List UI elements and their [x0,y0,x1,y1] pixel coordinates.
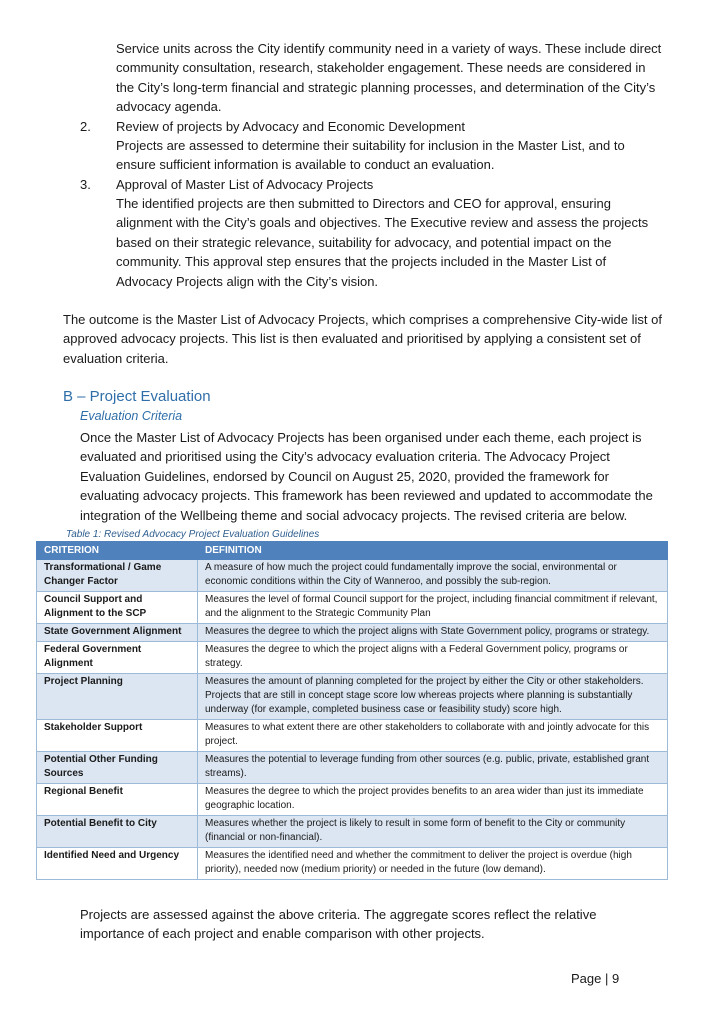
criterion-cell: Transformational / Game Changer Factor [37,560,198,592]
page-number: Page | 9 [571,971,620,986]
header-definition: DEFINITION [198,542,668,560]
table-row [37,592,668,624]
table-row [37,642,668,674]
header-criterion: CRITERION [37,542,198,560]
section-heading: B – Project Evaluation [63,388,211,405]
definition-cell: Measures the degree to which the project aligns with a Federal Government policy, programs or strategy. [198,642,668,674]
subsection-heading: Evaluation Criteria [80,409,183,423]
table-row [37,848,668,880]
table-row [37,752,668,784]
table-row [37,674,668,720]
criterion-cell: Council Support and Alignment to the SCP [37,592,198,624]
table-header-row [37,542,668,560]
table-row [37,624,668,642]
criterion-cell: Project Planning [37,674,198,720]
table-caption: Table 1: Revised Advocacy Project Evaluation Guidelines [66,529,320,540]
intro-paragraph: Service units across the City identify community need in a variety of ways. These include direct community consultation, research, stakeholder engagement. These needs are considered in the City’s long-term financial and strategic planning processes, and determination of the City’s advocacy agenda. [116,41,662,115]
step-2-body: Projects are assessed to determine their suitability for inclusion in the Master List, and to ensure sufficient information is available to conduct an evaluation. [116,138,625,173]
table-row [37,784,668,816]
criterion-cell: Regional Benefit [37,784,198,816]
criteria-table [36,541,668,880]
table-row [37,816,668,848]
criterion-cell: Federal Government Alignment [37,642,198,674]
table-row [37,560,668,592]
evaluation-paragraph: Once the Master List of Advocacy Projects has been organised under each theme, each project is evaluated and prioritised using the City’s advocacy evaluation criteria. The Advocacy Project Evaluation Guidelines, endorsed by Council on August 25, 2020, provided the framework for evaluating advocacy projects. This framework has been reviewed and updated to accommodate the integration of the Wellbeing theme and social advocacy projects. The revised criteria are below. [80,430,653,523]
definition-cell: Measures the identified need and whether the commitment to deliver the project is overdue (high priority), needed now (medium priority) or needed in the future (low demand). [198,848,668,880]
criterion-cell: Potential Benefit to City [37,816,198,848]
definition-cell: Measures the amount of planning completed for the project by either the City or other stakeholders. Projects that are still in concept stage score low whereas projects where planning is substantially underway (for example, completed business case or feasibility study) score high. [198,674,668,720]
table-row [37,720,668,752]
criterion-cell: Potential Other Funding Sources [37,752,198,784]
definition-cell: Measures the degree to which the project provides benefits to an area wider than just its immediate geographic location. [198,784,668,816]
definition-cell: Measures the potential to leverage funding from other sources (e.g. public, private, established grant streams). [198,752,668,784]
criterion-cell: Identified Need and Urgency [37,848,198,880]
step-2-number: 2. [80,119,91,134]
step-3-number: 3. [80,177,91,192]
closing-paragraph: Projects are assessed against the above criteria. The aggregate scores reflect the relative importance of each project and enable comparison with other projects. [80,907,597,942]
criterion-cell: Stakeholder Support [37,720,198,752]
outcome-paragraph: The outcome is the Master List of Advocacy Projects, which comprises a comprehensive City-wide list of approved advocacy projects. This list is then evaluated and prioritised by applying a consistent set of evaluation criteria. [63,312,662,366]
definition-cell: Measures the degree to which the project aligns with State Government policy, programs or strategy. [198,624,668,642]
definition-cell: Measures the level of formal Council support for the project, including financial commitment if relevant, and the alignment to the Strategic Community Plan [198,592,668,624]
step-3-title: Approval of Master List of Advocacy Projects [116,177,374,192]
definition-cell: Measures whether the project is likely to result in some form of benefit to the City or community (financial or non-financial). [198,816,668,848]
definition-cell: Measures to what extent there are other stakeholders to collaborate with and jointly advocate for this project. [198,720,668,752]
definition-cell: A measure of how much the project could fundamentally improve the social, environmental or economic conditions within the City of Wanneroo, and possibly the sub-region. [198,560,668,592]
step-2-title: Review of projects by Advocacy and Economic Development [116,119,466,134]
step-3-body: The identified projects are then submitted to Directors and CEO for approval, ensuring alignment with the City’s goals and objectives. The Executive review and assess the projects based on their strategic relevance, suitability for advocacy, and potential impact on the community. This approval step ensures that the projects included in the Master List of Advocacy Projects align with the City’s vision. [116,196,649,289]
criterion-cell: State Government Alignment [37,624,198,642]
